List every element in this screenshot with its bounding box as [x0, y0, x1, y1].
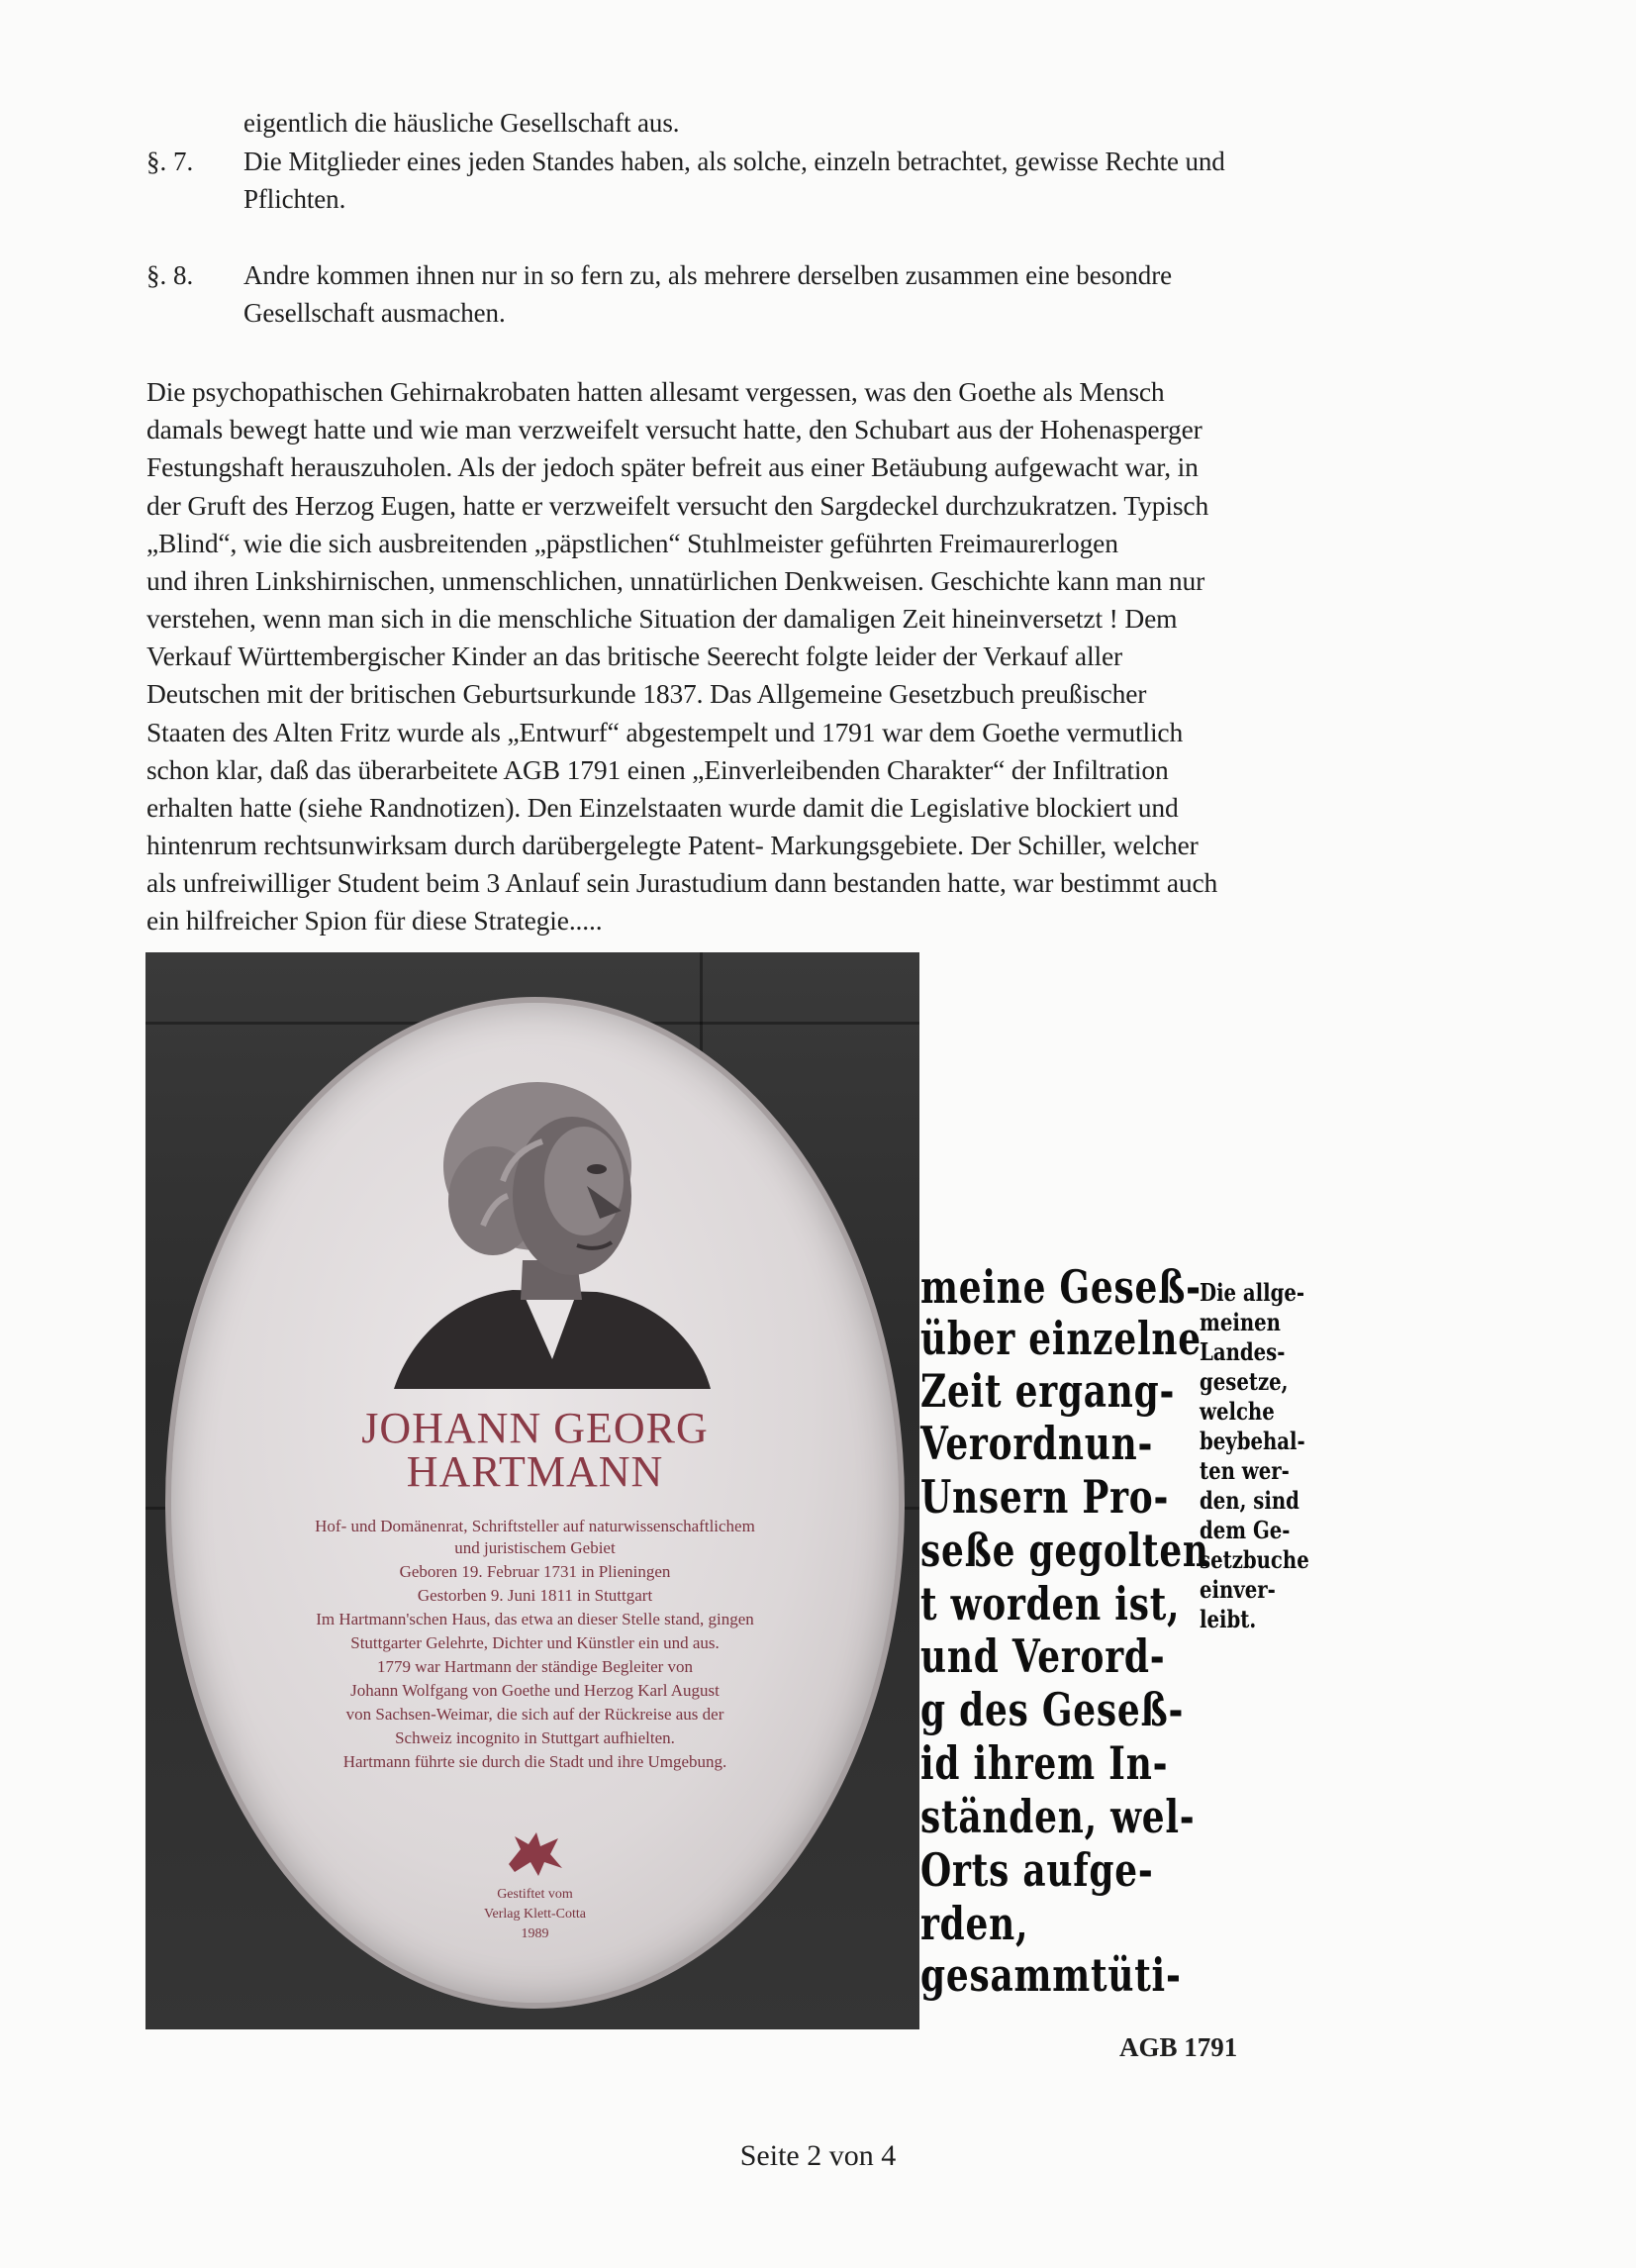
body-line: Staaten des Alten Fritz wurde als „Entwurf“ abgestempelt und 1791 war dem Goethe vermutlich — [146, 717, 1184, 747]
donor-line: 1989 — [521, 1926, 549, 1941]
body-line: damals bewegt hatte und wie man verzweifelt versucht hatte, den Schubart aus der Hohenasperger — [146, 414, 1203, 444]
body-line: hintenrum rechtsunwirksam durch darübergelegte Patent- Markungsgebiete. Der Schiller, welcher — [146, 830, 1199, 860]
plaque-text-line: Johann Wolfgang von Goethe und Herzog Karl August — [350, 1681, 720, 1700]
body-line: „Blind“, wie die sich ausbreitenden „päpstlichen“ Stuhlmeister geführten Freimaurerlogen — [146, 528, 1118, 558]
plaque-text-line: Schweiz incognito in Stuttgart aufhielten. — [395, 1728, 675, 1747]
margin-note-line: Landes- — [1200, 1337, 1286, 1366]
body-line: erhalten hatte (siehe Randnotizen). Den Einzelstaaten wurde damit die Legislative blockiert und — [146, 792, 1179, 823]
body-line: Die psychopathischen Gehirnakrobaten hatten allesamt vergessen, was den Goethe als Mensch — [146, 376, 1165, 407]
margin-note-line: beybehal- — [1200, 1427, 1305, 1455]
margin-note-line: einver- — [1200, 1575, 1276, 1604]
portrait-relief — [374, 1062, 721, 1399]
excerpt-line: id ihrem In- — [920, 1736, 1169, 1790]
section-line: Gesellschaft ausmachen. — [243, 298, 506, 328]
margin-note-line: setzbuche — [1200, 1545, 1309, 1574]
body-line: schon klar, daß das überarbeitete AGB 1791 einen „Einverleibenden Charakter“ der Infiltration — [146, 754, 1169, 785]
plaque-text-line: Geboren 19. Februar 1731 in Plieningen — [399, 1562, 671, 1581]
margin-note-line: gesetze, — [1200, 1367, 1289, 1396]
margin-note-line: ten wer- — [1200, 1456, 1290, 1485]
plaque-text-line: Gestorben 9. Juni 1811 in Stuttgart — [417, 1586, 653, 1605]
agb-excerpt-image — [920, 1239, 1309, 2017]
plaque-text-line: Hartmann führte sie durch die Stadt und ihre Umgebung. — [342, 1752, 727, 1771]
page-number-footer: Seite 2 von 4 — [739, 2139, 897, 2172]
section-continuation-line: eigentlich die häusliche Gesellschaft aus. — [243, 108, 680, 138]
excerpt-caption: AGB 1791 — [1119, 2032, 1238, 2062]
excerpt-line: rden, — [920, 1897, 1029, 1950]
body-line: der Gruft des Herzog Eugen, hatte er verzweifelt versucht den Sargdeckel durchzukratzen. Typisch — [146, 490, 1209, 521]
body-line: und ihren Linkshirnischen, unmenschlichen, unnatürlichen Denkweisen. Geschichte kann man nur — [146, 565, 1205, 596]
margin-note-line: den, sind — [1200, 1486, 1299, 1515]
body-line: Verkauf Württembergischer Kinder an das britische Seerecht folgte leider der Verkauf aller — [146, 641, 1123, 671]
margin-note-line: Die allge- — [1200, 1278, 1305, 1307]
excerpt-line: über einzelne — [920, 1312, 1202, 1365]
plaque-text-line: Im Hartmann'schen Haus, das etwa an dieser Stelle stand, gingen — [316, 1610, 754, 1628]
excerpt-line: Zeit ergang- — [920, 1364, 1176, 1418]
griffin-logo-icon — [501, 1824, 570, 1879]
excerpt-line: und Verord- — [920, 1629, 1166, 1683]
excerpt-line: gesammtüti- — [920, 1948, 1182, 2002]
body-line: ein hilfreicher Spion für diese Strategie..... — [146, 905, 603, 936]
body-line: verstehen, wenn man sich in die menschliche Situation der damaligen Zeit hineinversetzt ! Dem — [146, 603, 1178, 634]
excerpt-line: seße gegolten — [920, 1524, 1209, 1577]
plaque-photo — [145, 952, 919, 2029]
donor-line: Gestiftet vom — [497, 1887, 573, 1902]
margin-note-line: meinen — [1200, 1308, 1281, 1336]
excerpt-line: Verordnun- — [920, 1417, 1154, 1470]
margin-note-line: dem Ge- — [1200, 1516, 1291, 1544]
plaque-name-line2: HARTMANN — [406, 1447, 664, 1496]
body-line: als unfreiwilliger Student beim 3 Anlauf sein Jurastudium dann bestanden hatte, war bestimmt auch — [146, 867, 1218, 898]
memorial-plaque — [165, 997, 905, 2009]
section-number: §. 8. — [146, 260, 194, 290]
excerpt-line: t worden ist, — [920, 1577, 1181, 1630]
section-line: Die Mitglieder eines jeden Standes haben, als solche, einzeln betrachtet, gewisse Rechte und — [243, 147, 1225, 176]
excerpt-line: g des Geseß- — [920, 1683, 1185, 1736]
plaque-text-line: von Sachsen-Weimar, die sich auf der Rückreise aus der — [345, 1705, 724, 1724]
body-line: Festungshaft herauszuholen. Als der jedoch später befreit aus einer Betäubung aufgewacht war, in — [146, 451, 1199, 482]
margin-note-line: leibt. — [1200, 1605, 1257, 1633]
section-line: Andre kommen ihnen nur in so fern zu, als mehrere derselben zusammen eine besondre — [243, 260, 1172, 290]
excerpt-line: meine Geseß- — [920, 1260, 1202, 1314]
section-line: Pflichten. — [243, 184, 346, 214]
plaque-text-line: Hof- und Domänenrat, Schriftsteller auf naturwissenschaftlichem — [315, 1517, 755, 1535]
section-number: §. 7. — [146, 147, 194, 176]
excerpt-line: Orts aufge- — [920, 1843, 1154, 1897]
body-line: Deutschen mit der britischen Geburtsurkunde 1837. Das Allgemeine Gesetzbuch preußischer — [146, 678, 1147, 709]
plaque-text-line: und juristischem Gebiet — [454, 1538, 616, 1557]
plaque-name-line1: JOHANN GEORG — [361, 1404, 709, 1452]
margin-note-line: welche — [1200, 1397, 1275, 1426]
plaque-text-line: 1779 war Hartmann der ständige Begleiter von — [376, 1657, 694, 1676]
excerpt-line: Unsern Pro- — [920, 1470, 1170, 1524]
plaque-text-line: Stuttgarter Gelehrte, Dichter und Künstler ein und aus. — [350, 1633, 720, 1652]
donor-line: Verlag Klett-Cotta — [483, 1907, 587, 1922]
excerpt-line: ständen, wel- — [920, 1790, 1196, 1843]
